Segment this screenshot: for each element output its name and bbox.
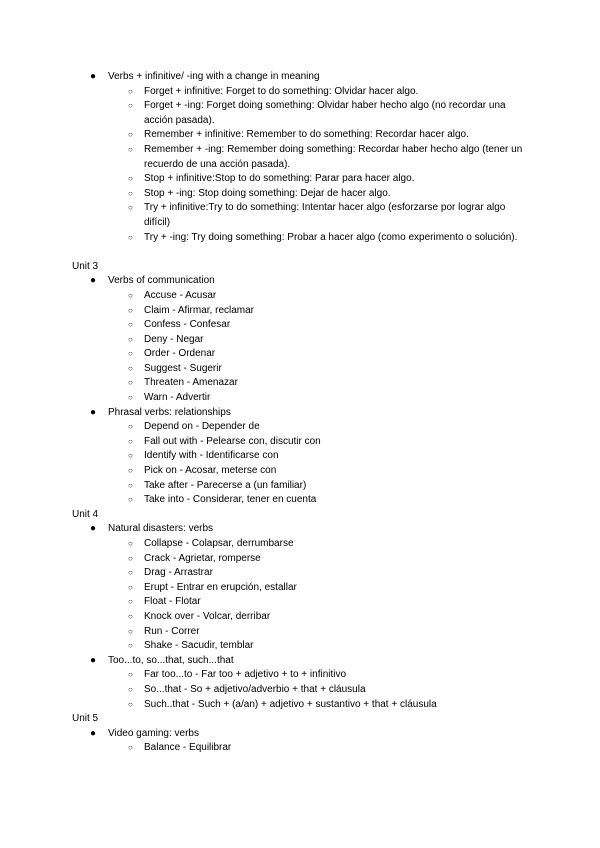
sub-list-item — [72, 85, 532, 100]
circle-bullet-icon: ○ — [128, 232, 133, 242]
circle-bullet-icon: ○ — [128, 582, 133, 592]
sub-item-text: So...that - So + adjetivo/adverbio + that + cláusula — [144, 683, 366, 695]
sub-list-item — [72, 347, 532, 362]
topic-text: Too...to, so...that, such...that — [108, 654, 234, 666]
sub-item-text: Try + -ing: Try doing something: Probar a hacer algo (como experimento o solución). — [144, 231, 518, 243]
sub-list-item — [72, 581, 532, 596]
unit-heading — [72, 508, 532, 523]
topic-text: Video gaming: verbs — [108, 727, 199, 739]
sub-item-text: Such..that - Such + (a/an) + adjetivo + sustantivo + that + cláusula — [144, 698, 437, 710]
sub-item-text: Take after - Parecerse a (un familiar) — [144, 479, 307, 491]
sub-item-text: Collapse - Colapsar, derrumbarse — [144, 538, 294, 549]
sub-item-text: Drag - Arrastrar — [144, 567, 213, 579]
topic-list-item — [72, 727, 532, 742]
circle-bullet-icon: ○ — [128, 378, 133, 388]
circle-bullet-icon: ○ — [128, 480, 133, 490]
sub-list-item — [72, 172, 532, 187]
circle-bullet-icon: ○ — [128, 611, 133, 621]
sub-item-text: Forget + infinitive: Forget to do something: Olvidar hacer algo. — [144, 85, 419, 97]
sub-list-item — [72, 289, 532, 304]
sub-list-item — [72, 683, 532, 698]
sub-list-item — [72, 668, 532, 683]
circle-bullet-icon: ○ — [128, 174, 133, 184]
unit-heading-text: Unit 4 — [72, 508, 99, 520]
circle-bullet-icon: ○ — [128, 349, 133, 359]
circle-bullet-icon: ○ — [128, 553, 133, 563]
sub-item-text: Fall out with - Pelearse con, discutir con — [144, 435, 321, 447]
sub-item-text: Take into - Considerar, tener en cuenta — [144, 494, 317, 506]
sub-item-text: Try + infinitive:Try to do something: Intentar hacer algo (esforzarse por lograr algo difícil) — [144, 202, 506, 228]
circle-bullet-icon: ○ — [128, 436, 133, 446]
circle-bullet-icon: ○ — [128, 393, 133, 403]
topic-list-item — [72, 70, 532, 85]
circle-bullet-icon: ○ — [128, 188, 133, 198]
sub-list-item — [72, 741, 532, 756]
sub-item-text: Stop + -ing: Stop doing something: Dejar de hacer algo. — [144, 187, 391, 199]
circle-bullet-icon: ○ — [128, 334, 133, 344]
circle-bullet-icon: ○ — [128, 670, 133, 680]
sub-list-item — [72, 595, 532, 610]
sub-list-item — [72, 625, 532, 640]
circle-bullet-icon: ○ — [128, 290, 133, 300]
sub-list-item — [72, 449, 532, 464]
bullet-icon: ● — [90, 406, 97, 418]
bullet-icon: ● — [90, 727, 97, 739]
circle-bullet-icon: ○ — [128, 597, 133, 607]
circle-bullet-icon: ○ — [128, 539, 133, 548]
sub-item-text: Float - Flotar — [144, 596, 201, 608]
circle-bullet-icon: ○ — [128, 363, 133, 373]
sub-item-text: Warn - Advertir — [144, 392, 211, 404]
circle-bullet-icon: ○ — [128, 684, 133, 694]
sub-item-text: Threaten - Amenazar — [144, 377, 238, 389]
sub-list-item — [72, 552, 532, 567]
sub-item-text: Run - Correr — [144, 625, 200, 637]
sub-item-text: Stop + infinitive:Stop to do something: Parar para hacer algo. — [144, 173, 415, 185]
sub-item-text: Forget + -ing: Forget doing something: Olvidar haber hecho algo (no recordar una acción pasada). — [144, 100, 506, 126]
topic-list-item — [72, 406, 532, 421]
sub-item-text: Suggest - Sugerir — [144, 362, 222, 374]
sub-list-item — [72, 566, 532, 581]
circle-bullet-icon: ○ — [128, 422, 133, 432]
circle-bullet-icon: ○ — [128, 451, 133, 461]
topic-text: Natural disasters: verbs — [108, 523, 214, 535]
circle-bullet-icon: ○ — [128, 305, 133, 315]
sub-list-item — [72, 639, 532, 654]
bullet-icon: ● — [90, 275, 97, 287]
sub-list-item — [72, 201, 532, 230]
sub-list-item — [72, 99, 532, 128]
document-body — [72, 70, 532, 756]
circle-bullet-icon: ○ — [128, 641, 133, 651]
sub-list-item — [72, 187, 532, 202]
circle-bullet-icon: ○ — [128, 466, 133, 476]
sub-list-item — [72, 128, 532, 143]
sub-list-item — [72, 318, 532, 333]
sub-list-item — [72, 376, 532, 391]
circle-bullet-icon: ○ — [128, 144, 133, 154]
topic-list-item — [72, 522, 532, 537]
topic-text: Verbs of communication — [108, 275, 215, 287]
blank-line — [72, 245, 532, 260]
circle-bullet-icon: ○ — [128, 130, 133, 140]
topic-list-item — [72, 274, 532, 289]
bullet-icon: ● — [90, 654, 97, 666]
sub-item-text: Balance - Equilibrar — [144, 742, 232, 754]
sub-list-item — [72, 479, 532, 494]
sub-list-item — [72, 143, 532, 172]
sub-list-item — [72, 493, 532, 508]
sub-item-text: Deny - Negar — [144, 333, 204, 345]
circle-bullet-icon: ○ — [128, 626, 133, 636]
sub-item-text: Crack - Agrietar, romperse — [144, 552, 261, 564]
sub-list-item — [72, 362, 532, 377]
sub-list-item — [72, 435, 532, 450]
sub-list-item — [72, 464, 532, 479]
sub-list-item — [72, 231, 532, 246]
sub-item-text: Erupt - Entrar en erupción, estallar — [144, 581, 297, 593]
sub-item-text: Knock over - Volcar, derribar — [144, 610, 271, 622]
topic-list-item — [72, 654, 532, 669]
circle-bullet-icon: ○ — [128, 203, 133, 213]
bullet-icon: ● — [90, 523, 97, 535]
circle-bullet-icon: ○ — [128, 320, 133, 330]
sub-list-item — [72, 698, 532, 713]
sub-list-item — [72, 420, 532, 435]
sub-item-text: Pick on - Acosar, meterse con — [144, 465, 277, 477]
sub-item-text: Far too...to - Far too + adjetivo + to + infinitivo — [144, 669, 347, 681]
circle-bullet-icon: ○ — [128, 743, 133, 753]
circle-bullet-icon: ○ — [128, 699, 133, 709]
sub-list-item — [72, 391, 532, 406]
sub-item-text: Accuse - Acusar — [144, 289, 217, 301]
unit-heading — [72, 260, 532, 275]
sub-list-item — [72, 537, 532, 552]
sub-list-item — [72, 304, 532, 319]
sub-list-item — [72, 610, 532, 625]
unit-heading — [72, 712, 532, 727]
topic-text: Verbs + infinitive/ -ing with a change in meaning — [108, 71, 320, 82]
unit-heading-text: Unit 5 — [72, 713, 99, 725]
sub-item-text: Depend on - Depender de — [144, 421, 260, 433]
sub-item-text: Confess - Confesar — [144, 319, 231, 331]
bullet-icon: ● — [90, 71, 97, 82]
circle-bullet-icon: ○ — [128, 101, 133, 111]
sub-item-text: Identify with - Identificarse con — [144, 450, 279, 462]
sub-item-text: Remember + -ing: Remember doing something: Recordar haber hecho algo (tener un recuerdo de una acción pasada). — [144, 143, 523, 170]
sub-item-text: Claim - Afirmar, reclamar — [144, 304, 255, 316]
sub-item-text: Remember + infinitive: Remember to do something: Recordar hacer algo. — [144, 129, 469, 141]
sub-item-text: Shake - Sacudir, temblar — [144, 640, 254, 652]
sub-item-text: Order - Ordenar — [144, 348, 216, 360]
circle-bullet-icon: ○ — [128, 86, 133, 96]
topic-text: Phrasal verbs: relationships — [108, 406, 231, 418]
unit-heading-text: Unit 3 — [72, 260, 99, 272]
sub-list-item — [72, 333, 532, 348]
circle-bullet-icon: ○ — [128, 495, 133, 505]
circle-bullet-icon: ○ — [128, 568, 133, 578]
